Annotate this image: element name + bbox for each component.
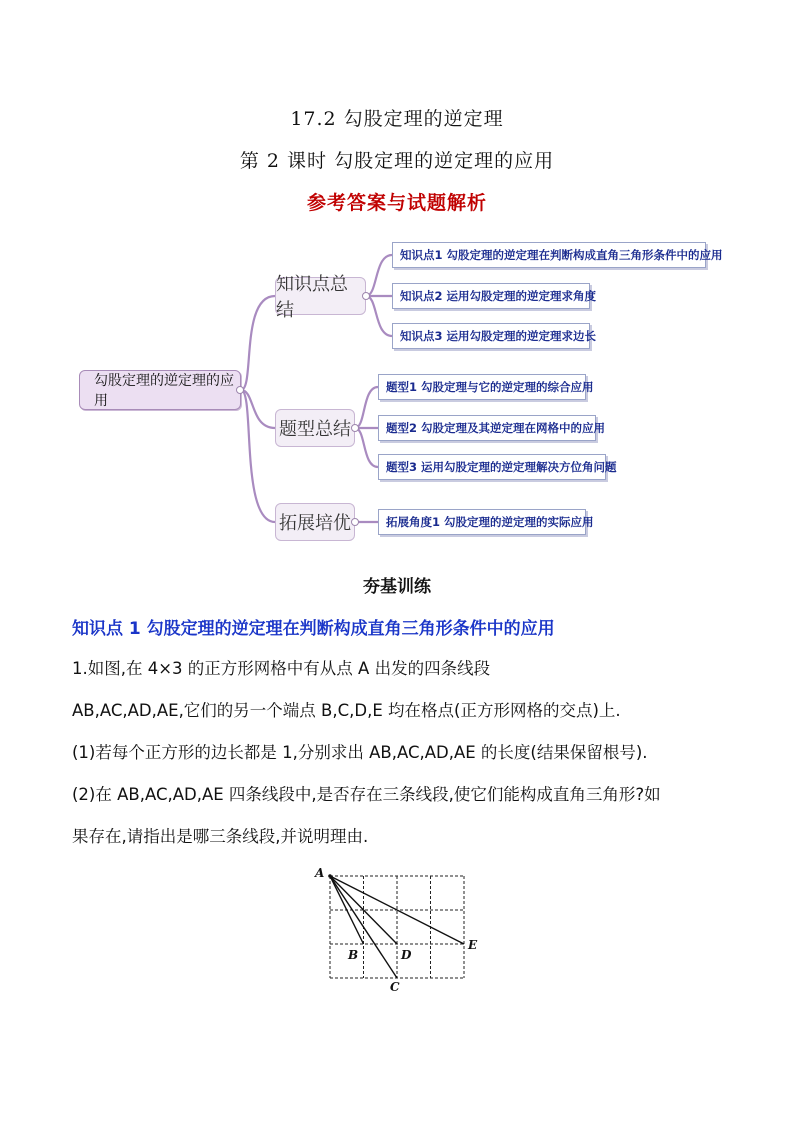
mindmap-root-label: 勾股定理的逆定理的应用 [94,373,234,409]
mindmap-category-types [275,409,355,447]
point-label-e: E [468,938,478,952]
mindmap-category-label: 拓展培优 [279,513,351,534]
collapse-dot-icon [236,386,244,394]
section-heading: 夯基训练 [363,577,431,597]
mindmap-leaf-label: 题型1 勾股定理与它的逆定理的综合应用 [386,380,594,394]
mindmap-leaf [392,283,597,309]
mindmap-leaf-label: 知识点3 运用勾股定理的逆定理求边长 [400,329,597,343]
mindmap-category-extension [275,503,355,541]
mindmap-category-label: 知识点总结 [276,274,348,321]
collapse-dot-icon [362,292,370,300]
document-title: 17.2 勾股定理的逆定理 [290,108,504,130]
mindmap-leaf-label: 知识点2 运用勾股定理的逆定理求角度 [400,289,597,303]
mindmap-leaf [378,509,594,535]
mindmap-leaf-label: 题型2 勾股定理及其逆定理在网格中的应用 [386,421,606,435]
problem-line-1: 1.如图,在 4×3 的正方形网格中有从点 A 出发的四条线段 [72,659,491,678]
mindmap-category-knowledge [275,274,366,321]
answer-title: 参考答案与试题解析 [306,192,487,214]
mindmap-leaf-label: 拓展角度1 勾股定理的逆定理的实际应用 [386,515,594,529]
point-label-c: C [390,980,400,994]
collapse-dot-icon [351,518,359,526]
point-label-b: B [348,948,359,962]
mindmap-leaf-label: 题型3 运用勾股定理的逆定理解决方位角问题 [386,460,617,474]
mindmap-leaf [378,415,606,441]
problem-part-2-line-2: 果存在,请指出是哪三条线段,并说明理由. [72,827,369,846]
grid-figure [310,864,490,994]
point-label-a: A [315,866,325,880]
point-label-d: D [401,948,412,962]
problem-part-1: (1)若每个正方形的边长都是 1,分别求出 AB,AC,AD,AE 的长度(结果保留根号). [72,743,648,762]
knowledge-point-heading: 知识点 1 勾股定理的逆定理在判断构成直角三角形条件中的应用 [72,619,555,639]
problem-line-2: AB,AC,AD,AE,它们的另一个端点 B,C,D,E 均在格点(正方形网格的交点)上. [72,701,621,720]
lesson-subtitle: 第 2 课时 勾股定理的逆定理的应用 [239,150,555,172]
mindmap-leaf [378,374,594,400]
grid-figure-drawing [310,864,490,994]
mindmap-leaf [392,242,723,268]
mindmap-leaf [378,454,617,480]
problem-part-2-line-1: (2)在 AB,AC,AD,AE 四条线段中,是否存在三条线段,使它们能构成直角三角形?如 [72,785,661,804]
mindmap-category-label: 题型总结 [279,419,351,440]
mindmap-leaf-label: 知识点1 勾股定理的逆定理在判断构成直角三角形条件中的应用 [400,248,723,262]
mindmap-root [79,370,241,410]
mindmap-leaf [392,323,597,349]
collapse-dot-icon [351,424,359,432]
